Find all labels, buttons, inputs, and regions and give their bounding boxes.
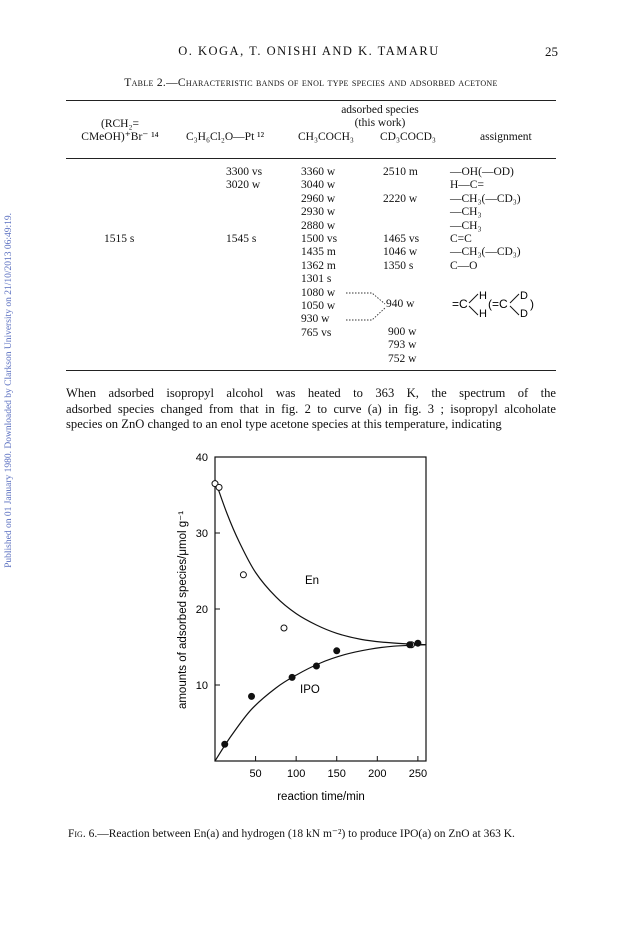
col4-cell: 2510 m: [383, 166, 418, 178]
en-data-point: [216, 484, 222, 490]
x-axis-label: reaction time/min: [277, 791, 365, 803]
formula-close: ): [530, 297, 534, 311]
col4-cell: 900 w: [388, 326, 417, 338]
connector-1050: [346, 308, 385, 320]
formula-mid: (=C: [488, 297, 508, 311]
col1-header-line: CMeOH)⁺Br⁻ ¹⁴: [81, 131, 159, 144]
figure-caption: [68, 826, 568, 840]
formula-h1: H: [479, 290, 487, 302]
col3-cell: 2930 w: [301, 206, 336, 219]
en-label: En: [305, 575, 320, 587]
col5-cell: —CH₃: [450, 206, 482, 219]
formula-bond: [510, 306, 519, 315]
col2-cell: 3300 vs: [226, 166, 263, 178]
col3-cell: 930 w: [301, 313, 330, 326]
col3-cell: 2960 w: [301, 192, 336, 205]
en-data-point: [240, 572, 246, 578]
paragraph-line: species on ZnO changed to an enol type acetone species at this temperature, indicating: [66, 417, 502, 432]
figure-6-chart: [0, 440, 624, 820]
x-tick-label: 150: [327, 768, 346, 780]
axis-ticks: [196, 452, 427, 780]
enol-structure-formula: [452, 284, 557, 326]
col5-cell: C=C: [450, 233, 472, 246]
col3-cell: 2880 w: [301, 219, 336, 232]
group-header-line: (this work): [354, 117, 406, 130]
ipo-data-point: [407, 642, 413, 648]
formula-bond: [510, 294, 519, 303]
col3-cell: 1435 m: [301, 246, 336, 259]
formula-d2: D: [520, 308, 528, 320]
en-curve: [215, 480, 426, 645]
col1-cell: 1515 s: [104, 233, 135, 246]
col1-header-line: (RCH₂=: [101, 118, 139, 130]
col3-cell: 1362 m: [301, 259, 336, 272]
col3-cell: 1301 s: [301, 273, 332, 286]
col3-header: CH₃COCH₃: [298, 131, 354, 143]
ipo-data-point: [334, 648, 340, 654]
data-points: [212, 481, 421, 748]
col5-cell: —CH₃: [450, 219, 482, 232]
table-title: Table 2.—Characteristic bands of enol type species and adsorbed acetone: [124, 77, 498, 89]
caption-text: —Reaction between En(a) and hydrogen (18 kN m⁻²) to produce IPO(a) on ZnO at 363 K.: [97, 828, 515, 840]
y-tick-label: 10: [195, 680, 208, 692]
formula-d1: D: [520, 290, 528, 302]
col2-cell: 1545 s: [226, 233, 257, 246]
page-number: 25: [545, 44, 558, 59]
col4-cell: 1046 w: [383, 246, 418, 259]
col3-cell: 1080 w: [301, 286, 336, 299]
col4-value-940: 940 w: [386, 298, 415, 310]
col4-header: CD₃COCD₃: [380, 131, 436, 143]
formula-h2: H: [479, 308, 487, 320]
col5-cell: —CH₃(—CD₃): [450, 246, 521, 259]
ipo-curve: [215, 645, 426, 761]
ipo-data-point: [313, 663, 319, 669]
ipo-data-point: [222, 741, 228, 747]
download-stamp-text: Published on 01 January 1980. Downloaded by Clarkson University on 21/10/2013 06:49:19.: [4, 212, 14, 568]
col4-cell: 1350 s: [383, 259, 414, 272]
ipo-data-point: [289, 674, 295, 680]
col3-cell: 1050 w: [301, 300, 336, 313]
y-tick-label: 40: [195, 452, 208, 464]
paragraph-line: When adsorbed isopropyl alcohol was heated to 363 K, the spectrum of the: [66, 386, 556, 400]
col4-cell: 1465 vs: [383, 233, 420, 246]
col5-cell: C—O: [450, 259, 478, 272]
ipo-data-point: [249, 693, 255, 699]
col3-cell: 1500 vs: [301, 233, 338, 246]
col4-cell: 2220 w: [383, 192, 418, 205]
connector-1080: [346, 293, 385, 304]
x-tick-label: 250: [408, 768, 428, 780]
ipo-label: IPO: [300, 684, 320, 696]
col2-header: C₃H₆Cl₂O—Pt ¹²: [186, 131, 265, 143]
body-paragraph: [66, 386, 556, 433]
x-tick-label: 100: [286, 768, 306, 780]
ipo-data-point: [415, 640, 421, 646]
col3-cell: 765 vs: [301, 326, 332, 339]
col5-cell: —OH(—OD): [450, 166, 514, 178]
y-tick-label: 20: [195, 604, 208, 616]
col5-cell: —CH₃(—CD₃): [450, 192, 521, 205]
col2-cell: 3020 w: [226, 179, 261, 192]
formula-eq: =C: [452, 297, 468, 311]
x-tick-label: 50: [249, 768, 262, 780]
caption-label: Fig. 6.: [68, 828, 98, 840]
col5-cell: H—C=: [450, 179, 484, 192]
paragraph-line: adsorbed species changed from that in fig. 2 to curve (a) in fig. 3 ; isopropyl alcoholate: [66, 401, 556, 416]
col3-cell: 3040 w: [301, 179, 336, 192]
formula-bond: [469, 306, 478, 315]
col5-header: assignment: [480, 131, 532, 143]
running-title: O. KOGA, T. ONISHI AND K. TAMARU: [178, 44, 440, 58]
x-tick-label: 200: [368, 768, 387, 780]
col4-cell: 793 w: [388, 339, 417, 352]
formula-bond: [469, 294, 478, 303]
y-tick-label: 30: [195, 528, 208, 540]
col3-cell: 3360 w: [301, 166, 336, 178]
col4-cell: 752 w: [388, 352, 417, 365]
y-axis-label: amounts of adsorbed species/μmol g⁻¹: [177, 510, 189, 710]
group-header-line: adsorbed species: [341, 104, 419, 116]
en-data-point: [281, 625, 287, 631]
